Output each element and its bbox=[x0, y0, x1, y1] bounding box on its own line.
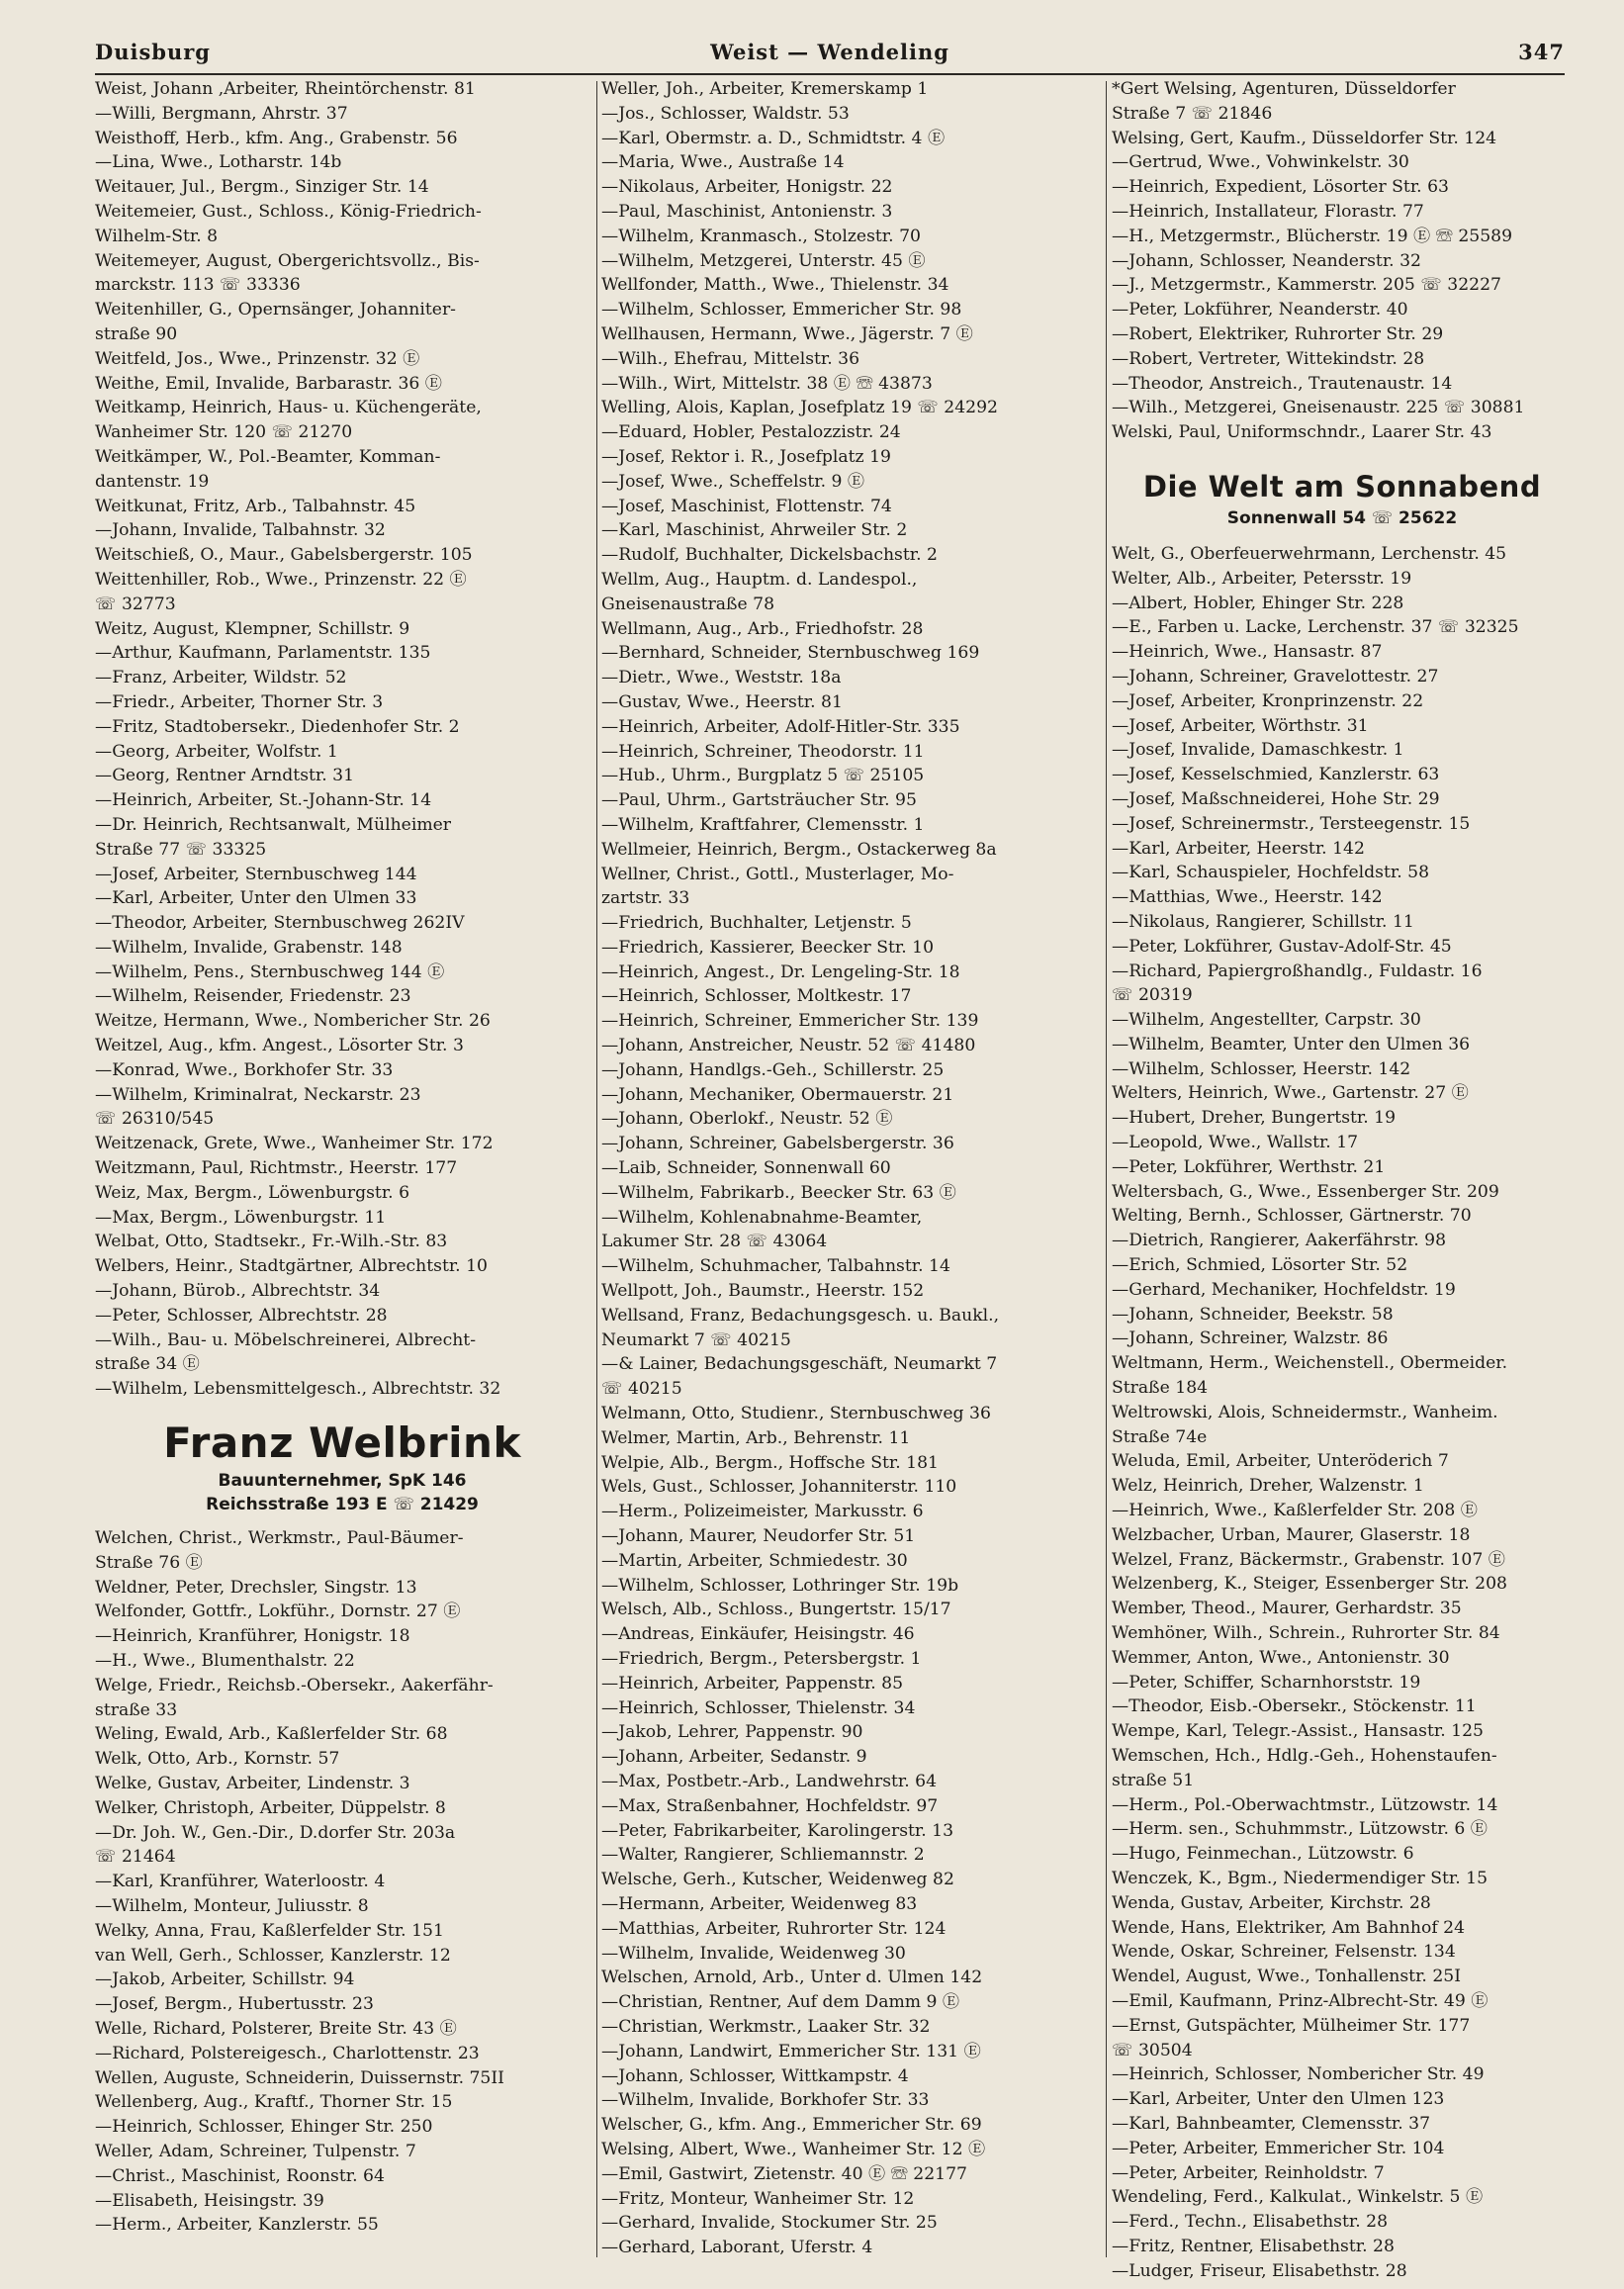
directory-entry: —Theodor, Arbeiter, Sternbuschweg 262IV bbox=[95, 913, 465, 934]
directory-entry: —Christian, Rentner, Auf dem Damm 9 Ⓔ bbox=[601, 1992, 960, 2013]
directory-entry: —Karl, Arbeiter, Heerstr. 142 bbox=[1112, 838, 1365, 859]
directory-entry: Welting, Bernh., Schlosser, Gärtnerstr. 70 bbox=[1112, 1206, 1472, 1227]
directory-entry: —Leopold, Wwe., Wallstr. 17 bbox=[1112, 1133, 1359, 1153]
directory-entry: *Gert Welsing, Agenturen, Düsseldorfer bbox=[1112, 79, 1456, 99]
directory-entry: —Heinrich, Expedient, Lösorter Str. 63 bbox=[1112, 177, 1449, 198]
directory-entry: —Wilhelm, Lebensmittelgesch., Albrechtstr. 32 bbox=[95, 1379, 501, 1400]
directory-entry: Weling, Ewald, Arb., Kaßlerfelder Str. 68 bbox=[95, 1724, 448, 1745]
directory-entry: —Gerhard, Invalide, Stockumer Str. 25 bbox=[601, 2213, 938, 2234]
directory-entry: —Johann, Oberlokf., Neustr. 52 Ⓔ bbox=[601, 1109, 893, 1130]
directory-entry: Wenczek, K., Bgm., Niedermendiger Str. 15 bbox=[1112, 1868, 1489, 1888]
directory-entry: —Matthias, Wwe., Heerstr. 142 bbox=[1112, 887, 1383, 908]
column-3 bbox=[1112, 77, 1573, 2281]
directory-entry: —Robert, Elektriker, Ruhrorter Str. 29 bbox=[1112, 323, 1444, 344]
directory-entry: —Heinrich, Angest., Dr. Lengeling-Str. 18 bbox=[601, 961, 960, 982]
directory-entry: Straße 7 ☏ 21846 bbox=[1112, 103, 1273, 124]
directory-entry: Wellen, Auguste, Schneiderin, Duissernstr. 75II bbox=[95, 2067, 504, 2088]
directory-entry: Welsing, Albert, Wwe., Wanheimer Str. 12 Ⓔ bbox=[601, 2139, 986, 2159]
directory-entry: —Wilhelm, Schlosser, Lothringer Str. 19b bbox=[601, 1575, 959, 1596]
directory-entry: —Karl, Kranführer, Waterloostr. 4 bbox=[95, 1872, 386, 1892]
directory-entry: —Wilhelm, Metzgerei, Unterstr. 45 Ⓔ bbox=[601, 250, 926, 271]
page-number: 347 bbox=[1518, 40, 1565, 64]
directory-entry: Welsche, Gerh., Kutscher, Weidenweg 82 bbox=[601, 1870, 954, 1890]
directory-entry: —& Lainer, Bedachungsgeschäft, Neumarkt 7 bbox=[601, 1354, 998, 1375]
directory-entry: Welzbacher, Urban, Maurer, Glaserstr. 18 bbox=[1112, 1524, 1471, 1545]
directory-entry: —Heinrich, Schlosser, Moltkestr. 17 bbox=[601, 986, 912, 1007]
directory-entry: —Johann, Schlosser, Neanderstr. 32 bbox=[1112, 250, 1421, 271]
directory-entry: —Karl, Arbeiter, Unter den Ulmen 123 bbox=[1112, 2089, 1445, 2110]
directory-entry: straße 33 bbox=[95, 1699, 178, 1720]
directory-entry: —Peter, Lokführer, Werthstr. 21 bbox=[1112, 1156, 1386, 1177]
directory-entry: Welsch, Alb., Schloss., Bungertstr. 15/17 bbox=[601, 1600, 951, 1620]
directory-entry: Weluda, Emil, Arbeiter, Unteröderich 7 bbox=[1112, 1451, 1449, 1472]
directory-entry: Weittenhiller, Rob., Wwe., Prinzenstr. 22 Ⓔ bbox=[95, 569, 467, 590]
directory-entry: —Karl, Maschinist, Ahrweiler Str. 2 bbox=[601, 520, 908, 541]
advertisement-welbrink bbox=[95, 1418, 589, 1516]
directory-entry: —Hugo, Feinmechan., Lützowstr. 6 bbox=[1112, 1844, 1414, 1865]
directory-entry: —Johann, Schreiner, Gravelottestr. 27 bbox=[1112, 666, 1439, 687]
directory-entry: Welz, Heinrich, Dreher, Walzenstr. 1 bbox=[1112, 1476, 1424, 1497]
directory-entry: Weitze, Hermann, Wwe., Nombericher Str. 26 bbox=[95, 1011, 491, 1032]
directory-entry: zartstr. 33 bbox=[601, 888, 690, 909]
directory-entry: —Peter, Lokführer, Gustav-Adolf-Str. 45 bbox=[1112, 936, 1452, 957]
directory-entry: —Josef, Invalide, Damaschkestr. 1 bbox=[1112, 740, 1404, 761]
directory-entry: ☏ 40215 bbox=[601, 1379, 682, 1400]
directory-entry: —Peter, Arbeiter, Reinholdstr. 7 bbox=[1112, 2162, 1385, 2183]
directory-entry: Weller, Joh., Arbeiter, Kremerskamp 1 bbox=[601, 79, 929, 99]
directory-entry: —Johann, Mechaniker, Obermauerstr. 21 bbox=[601, 1084, 954, 1105]
directory-entry: —Peter, Schiffer, Scharnhorststr. 19 bbox=[1112, 1672, 1421, 1693]
directory-entry: —Hub., Uhrm., Burgplatz 5 ☏ 25105 bbox=[601, 766, 925, 786]
directory-entry: Wellenberg, Aug., Kraftf., Thorner Str. 15 bbox=[95, 2092, 453, 2113]
directory-entry: —Johann, Schlosser, Wittkampstr. 4 bbox=[601, 2065, 909, 2086]
directory-entry: —Johann, Arbeiter, Sedanstr. 9 bbox=[601, 1747, 867, 1768]
directory-entry: —Wilhelm, Kriminalrat, Neckarstr. 23 bbox=[95, 1084, 421, 1105]
directory-entry: —Christ., Maschinist, Roonstr. 64 bbox=[95, 2165, 385, 2186]
directory-entry: —Laib, Schneider, Sonnenwall 60 bbox=[601, 1158, 891, 1179]
column-divider bbox=[596, 81, 597, 2257]
directory-entry: —Johann, Schneider, Beekstr. 58 bbox=[1112, 1304, 1394, 1325]
directory-entry: —Nikolaus, Arbeiter, Honigstr. 22 bbox=[601, 177, 893, 198]
directory-entry: —Albert, Hobler, Ehinger Str. 228 bbox=[1112, 593, 1404, 613]
directory-entry: —Jakob, Arbeiter, Schillstr. 94 bbox=[95, 1969, 355, 1990]
directory-entry: —Max, Bergm., Löwenburgstr. 11 bbox=[95, 1207, 387, 1228]
column-divider bbox=[1106, 81, 1107, 2257]
directory-entry: —Ferd., Techn., Elisabethstr. 28 bbox=[1112, 2212, 1389, 2233]
directory-entry: —Dietr., Wwe., Weststr. 18a bbox=[601, 668, 842, 688]
directory-entry: Wels, Gust., Schlosser, Johanniterstr. 110 bbox=[601, 1477, 957, 1498]
directory-entry: Welk, Otto, Arb., Kornstr. 57 bbox=[95, 1749, 340, 1770]
directory-entry: Weldner, Peter, Drechsler, Singstr. 13 bbox=[95, 1577, 417, 1598]
directory-entry: Wilhelm-Str. 8 bbox=[95, 226, 219, 246]
directory-entry: —Josef, Maßschneiderei, Hohe Str. 29 bbox=[1112, 788, 1440, 809]
directory-entry: —Wilhelm, Kraftfahrer, Clemensstr. 1 bbox=[601, 814, 925, 835]
directory-entry: Weisthoff, Herb., kfm. Ang., Grabenstr. 56 bbox=[95, 128, 458, 148]
directory-entry: ☏ 21464 bbox=[95, 1847, 176, 1868]
directory-entry: ☏ 32773 bbox=[95, 594, 176, 614]
directory-entry: —Wilhelm, Monteur, Juliusstr. 8 bbox=[95, 1895, 369, 1916]
directory-entry: Weitzenack, Grete, Wwe., Wanheimer Str. 172 bbox=[95, 1134, 494, 1154]
directory-entry: —Johann, Landwirt, Emmericher Str. 131 Ⓔ bbox=[601, 2041, 981, 2061]
directory-entry: —Wilhelm, Fabrikarb., Beecker Str. 63 Ⓔ bbox=[601, 1182, 956, 1203]
directory-entry: Welzenberg, K., Steiger, Essenberger Str. 208 bbox=[1112, 1574, 1507, 1595]
directory-entry: —J., Metzgermstr., Kammerstr. 205 ☏ 32227 bbox=[1112, 275, 1501, 296]
directory-entry: —Heinrich, Kranführer, Honigstr. 18 bbox=[95, 1626, 410, 1647]
directory-entry: —Josef, Maschinist, Flottenstr. 74 bbox=[601, 496, 892, 516]
directory-entry: —Johann, Anstreicher, Neustr. 52 ☏ 41480 bbox=[601, 1036, 976, 1056]
directory-entry: Weitkamp, Heinrich, Haus- u. Küchengeräte, bbox=[95, 398, 482, 418]
directory-entry: —Wilhelm, Invalide, Borkhofer Str. 33 bbox=[601, 2090, 930, 2111]
directory-entry: Neumarkt 7 ☏ 40215 bbox=[601, 1329, 791, 1350]
directory-entry: Welling, Alois, Kaplan, Josefplatz 19 ☏ 24292 bbox=[601, 398, 998, 418]
directory-entry: —Wilhelm, Kranmasch., Stolzestr. 70 bbox=[601, 226, 921, 246]
directory-entry: Welski, Paul, Uniformschndr., Laarer Str. 43 bbox=[1112, 422, 1492, 443]
directory-entry: —Emil, Gastwirt, Zietenstr. 40 Ⓔ ☏ 22177 bbox=[601, 2163, 967, 2184]
directory-entry: —Josef, Arbeiter, Kronprinzenstr. 22 bbox=[1112, 690, 1424, 711]
directory-entry: —E., Farben u. Lacke, Lerchenstr. 37 ☏ 32325 bbox=[1112, 617, 1519, 638]
directory-entry: Wemmer, Anton, Wwe., Antonienstr. 30 bbox=[1112, 1647, 1450, 1668]
directory-entry: Weiz, Max, Bergm., Löwenburgstr. 6 bbox=[95, 1182, 410, 1203]
directory-entry: —Josef, Arbeiter, Wörthstr. 31 bbox=[1112, 715, 1369, 736]
directory-entry: —Nikolaus, Rangierer, Schillstr. 11 bbox=[1112, 911, 1414, 932]
directory-entry: —Herm. sen., Schuhmmstr., Lützowstr. 6 Ⓔ bbox=[1112, 1819, 1488, 1840]
directory-entry: —Robert, Vertreter, Wittekindstr. 28 bbox=[1112, 348, 1425, 369]
directory-entry: —Georg, Rentner Arndtstr. 31 bbox=[95, 766, 355, 786]
directory-entry: dantenstr. 19 bbox=[95, 471, 210, 492]
directory-entry: —Friedrich, Kassierer, Beecker Str. 10 bbox=[601, 937, 935, 958]
directory-entry: —Max, Straßenbahner, Hochfeldstr. 97 bbox=[601, 1795, 939, 1816]
directory-entry: —Friedrich, Buchhalter, Letjenstr. 5 bbox=[601, 913, 912, 934]
directory-entry: —Walter, Rangierer, Schliemannstr. 2 bbox=[601, 1845, 925, 1866]
directory-entry: Weitzmann, Paul, Richtmstr., Heerstr. 177 bbox=[95, 1158, 458, 1179]
directory-entry: straße 34 Ⓔ bbox=[95, 1354, 200, 1375]
directory-entry: straße 90 bbox=[95, 323, 178, 344]
directory-entry: —Theodor, Anstreich., Trautenaustr. 14 bbox=[1112, 373, 1453, 394]
directory-entry: —Dr. Heinrich, Rechtsanwalt, Mülheimer bbox=[95, 814, 452, 835]
directory-entry: Wellner, Christ., Gottl., Musterlager, Mo- bbox=[601, 864, 954, 884]
directory-entry: Gneisenaustraße 78 bbox=[601, 594, 775, 614]
directory-entry: —Ernst, Gutspächter, Mülheimer Str. 177 bbox=[1112, 2015, 1471, 2036]
directory-entry: Wendeling, Ferd., Kalkulat., Winkelstr. 5 Ⓔ bbox=[1112, 2187, 1484, 2208]
directory-entry: Welscher, G., kfm. Ang., Emmericher Str. 69 bbox=[601, 2115, 982, 2136]
directory-entry: —Heinrich, Schlosser, Thielenstr. 34 bbox=[601, 1697, 916, 1718]
directory-entry: Welge, Friedr., Reichsb.-Obersekr., Aakerfähr- bbox=[95, 1675, 494, 1695]
directory-entry: Wemhöner, Wilh., Schrein., Ruhrorter Str. 84 bbox=[1112, 1623, 1500, 1644]
header-name-range: Weist — Wendeling bbox=[710, 40, 949, 64]
directory-entry: —Georg, Arbeiter, Wolfstr. 1 bbox=[95, 741, 338, 762]
directory-entry: —Arthur, Kaufmann, Parlamentstr. 135 bbox=[95, 643, 431, 664]
directory-entry: —Josef, Schreinermstr., Tersteegenstr. 15 bbox=[1112, 813, 1471, 834]
directory-entry: —Eduard, Hobler, Pestalozzistr. 24 bbox=[601, 422, 901, 443]
directory-entry: —Heinrich, Installateur, Florastr. 77 bbox=[1112, 201, 1424, 222]
directory-entry: —Heinrich, Schreiner, Emmericher Str. 139 bbox=[601, 1011, 979, 1032]
ad-company-name: Franz Welbrink bbox=[163, 1419, 521, 1468]
directory-entry: —Johann, Schreiner, Walzstr. 86 bbox=[1112, 1328, 1389, 1349]
directory-entry: —Dietrich, Rangierer, Aakerfährstr. 98 bbox=[1112, 1231, 1447, 1251]
directory-entry: —Karl, Bahnbeamter, Clemensstr. 37 bbox=[1112, 2113, 1431, 2134]
directory-entry: Welmer, Martin, Arb., Behrenstr. 11 bbox=[601, 1427, 911, 1448]
directory-entry: —Heinrich, Schlosser, Ehinger Str. 250 bbox=[95, 2117, 433, 2138]
directory-entry: —H., Wwe., Blumenthalstr. 22 bbox=[95, 1651, 355, 1672]
directory-entry: Welters, Heinrich, Wwe., Gartenstr. 27 Ⓔ bbox=[1112, 1083, 1469, 1104]
directory-entry: Welchen, Christ., Werkmstr., Paul-Bäumer- bbox=[95, 1528, 464, 1549]
directory-entry: Weitemeier, Gust., Schloss., König-Friedrich- bbox=[95, 201, 482, 222]
directory-entry: Weller, Adam, Schreiner, Tulpenstr. 7 bbox=[95, 2141, 416, 2161]
directory-entry: —Matthias, Arbeiter, Ruhrorter Str. 124 bbox=[601, 1918, 947, 1939]
directory-entry: Wellfonder, Matth., Wwe., Thielenstr. 34 bbox=[601, 275, 949, 296]
directory-entry: marckstr. 113 ☏ 33336 bbox=[95, 275, 301, 296]
directory-entry: Weitfeld, Jos., Wwe., Prinzenstr. 32 Ⓔ bbox=[95, 348, 420, 369]
directory-entry: —Wilh., Metzgerei, Gneisenaustr. 225 ☏ 30881 bbox=[1112, 398, 1525, 418]
directory-entry: Welter, Alb., Arbeiter, Petersstr. 19 bbox=[1112, 568, 1412, 589]
directory-entry: —Herm., Arbeiter, Kanzlerstr. 55 bbox=[95, 2215, 379, 2236]
directory-entry: Weithe, Emil, Invalide, Barbarastr. 36 Ⓔ bbox=[95, 373, 442, 394]
directory-entry: Weitenhiller, G., Opernsänger, Johanniter- bbox=[95, 300, 456, 320]
directory-entry: —Johann, Maurer, Neudorfer Str. 51 bbox=[601, 1526, 916, 1547]
directory-entry: Welfonder, Gottfr., Lokführ., Dornstr. 27 Ⓔ bbox=[95, 1602, 461, 1622]
directory-entry: —Heinrich, Wwe., Hansastr. 87 bbox=[1112, 642, 1383, 663]
directory-entry: —Gerhard, Laborant, Uferstr. 4 bbox=[601, 2238, 873, 2258]
directory-entry: Wellmann, Aug., Arb., Friedhofstr. 28 bbox=[601, 618, 924, 639]
directory-entry: Welschen, Arnold, Arb., Unter d. Ulmen 142 bbox=[601, 1968, 983, 1988]
directory-entry: ☏ 30504 bbox=[1112, 2040, 1193, 2060]
directory-entry: —Herm., Polizeimeister, Markusstr. 6 bbox=[601, 1502, 924, 1522]
directory-entry: —Wilhelm, Angestellter, Carpstr. 30 bbox=[1112, 1010, 1421, 1031]
directory-entry: —Richard, Papiergroßhandlg., Fuldastr. 16 bbox=[1112, 961, 1483, 981]
directory-entry: —Josef, Rektor i. R., Josefplatz 19 bbox=[601, 446, 891, 467]
directory-entry: Wellpott, Joh., Baumstr., Heerstr. 152 bbox=[601, 1281, 925, 1302]
directory-entry: —Johann, Invalide, Talbahnstr. 32 bbox=[95, 520, 386, 541]
directory-entry: —Johann, Bürob., Albrechtstr. 34 bbox=[95, 1281, 381, 1302]
directory-entry: —Wilhelm, Schlosser, Heerstr. 142 bbox=[1112, 1058, 1411, 1079]
directory-entry: —Wilhelm, Reisender, Friedenstr. 23 bbox=[95, 986, 411, 1007]
directory-entry: —Herm., Pol.-Oberwachtmstr., Lützowstr. 14 bbox=[1112, 1794, 1498, 1815]
directory-entry: Weitz, August, Klempner, Schillstr. 9 bbox=[95, 618, 410, 639]
column-2 bbox=[601, 77, 1096, 2263]
ad-business-line: Bauunternehmer, SpK 146 bbox=[218, 1471, 467, 1492]
directory-entry: —Wilhelm, Invalide, Grabenstr. 148 bbox=[95, 937, 403, 958]
directory-entry: —Emil, Kaufmann, Prinz-Albrecht-Str. 49 Ⓔ bbox=[1112, 1990, 1489, 2011]
directory-entry: Lakumer Str. 28 ☏ 43064 bbox=[601, 1232, 828, 1252]
directory-entry: Wellmeier, Heinrich, Bergm., Ostackerweg 8a bbox=[601, 839, 997, 860]
directory-entry: straße 51 bbox=[1112, 1770, 1195, 1790]
directory-entry: —Fritz, Monteur, Wanheimer Str. 12 bbox=[601, 2188, 915, 2209]
directory-entry: —Josef, Kesselschmied, Kanzlerstr. 63 bbox=[1112, 765, 1440, 785]
ad-publication-name: Die Welt am Sonnabend bbox=[1142, 469, 1542, 504]
directory-entry: —Friedr., Arbeiter, Thorner Str. 3 bbox=[95, 691, 384, 712]
directory-entry: —Josef, Arbeiter, Sternbuschweg 144 bbox=[95, 864, 417, 884]
directory-entry: —Peter, Schlosser, Albrechtstr. 28 bbox=[95, 1305, 388, 1326]
directory-entry: —Paul, Maschinist, Antonienstr. 3 bbox=[601, 201, 893, 222]
directory-entry: —Theodor, Eisb.-Obersekr., Stöckenstr. 11 bbox=[1112, 1696, 1477, 1717]
directory-entry: —Ludger, Friseur, Elisabethstr. 28 bbox=[1112, 2260, 1407, 2281]
directory-entry: Wendel, August, Wwe., Tonhallenstr. 25I bbox=[1112, 1967, 1461, 1987]
directory-entry: —Karl, Obermstr. a. D., Schmidtstr. 4 Ⓔ bbox=[601, 128, 946, 148]
directory-entry: —Maria, Wwe., Austraße 14 bbox=[601, 152, 845, 173]
directory-entry: —Konrad, Wwe., Borkhofer Str. 33 bbox=[95, 1059, 394, 1080]
directory-entry: Weitzel, Aug., kfm. Angest., Lösorter Str. 3 bbox=[95, 1036, 464, 1056]
page-header bbox=[95, 34, 1565, 75]
directory-entry: Weitemeyer, August, Obergerichtsvollz., Bis- bbox=[95, 250, 480, 271]
advertisement-welt-am-sonnabend bbox=[1112, 467, 1573, 530]
directory-entry: Weist, Johann ,Arbeiter, Rheintörchenstr. 81 bbox=[95, 79, 476, 99]
directory-entry: —Wilh., Wirt, Mittelstr. 38 Ⓔ ☏ 43873 bbox=[601, 373, 933, 394]
directory-entry: Welpie, Alb., Bergm., Hoffsche Str. 181 bbox=[601, 1452, 939, 1473]
directory-entry: —Dr. Joh. W., Gen.-Dir., D.dorfer Str. 203a bbox=[95, 1822, 456, 1843]
directory-entry: Welsing, Gert, Kaufm., Düsseldorfer Str. 124 bbox=[1112, 128, 1497, 148]
directory-entry: Wende, Hans, Elektriker, Am Bahnhof 24 bbox=[1112, 1917, 1466, 1938]
directory-entry: Straße 74e bbox=[1112, 1426, 1208, 1447]
directory-entry: Wellhausen, Hermann, Wwe., Jägerstr. 7 Ⓔ bbox=[601, 323, 973, 344]
directory-entry: —Gerhard, Mechaniker, Hochfeldstr. 19 bbox=[1112, 1279, 1456, 1300]
directory-entry: —Wilh., Ehefrau, Mittelstr. 36 bbox=[601, 348, 860, 369]
directory-entry: —Wilhelm, Invalide, Weidenweg 30 bbox=[601, 1943, 906, 1964]
directory-entry: —Peter, Lokführer, Neanderstr. 40 bbox=[1112, 300, 1408, 320]
directory-entry: Wellm, Aug., Hauptm. d. Landespol., bbox=[601, 569, 918, 590]
directory-entry: —Wilhelm, Pens., Sternbuschweg 144 Ⓔ bbox=[95, 961, 445, 982]
directory-entry: —Heinrich, Schreiner, Theodorstr. 11 bbox=[601, 741, 925, 762]
directory-entry: Weitauer, Jul., Bergm., Sinziger Str. 14 bbox=[95, 177, 429, 198]
directory-entry: —Fritz, Stadtobersekr., Diedenhofer Str. 2 bbox=[95, 716, 460, 737]
directory-entry: —Heinrich, Arbeiter, St.-Johann-Str. 14 bbox=[95, 790, 432, 811]
directory-entry: Weltersbach, G., Wwe., Essenberger Str. 209 bbox=[1112, 1181, 1499, 1202]
directory-entry: Wenda, Gustav, Arbeiter, Kirchstr. 28 bbox=[1112, 1892, 1431, 1913]
directory-entry: —Wilhelm, Schlosser, Emmericher Str. 98 bbox=[601, 300, 962, 320]
directory-entry: Straße 184 bbox=[1112, 1378, 1209, 1399]
directory-entry: Welmann, Otto, Studienr., Sternbuschweg 36 bbox=[601, 1404, 991, 1424]
directory-entry: Weltmann, Herm., Weichenstell., Obermeider. bbox=[1112, 1353, 1508, 1374]
directory-entry: —Lina, Wwe., Lotharstr. 14b bbox=[95, 152, 342, 173]
directory-entry: Wende, Oskar, Schreiner, Felsenstr. 134 bbox=[1112, 1942, 1456, 1963]
directory-entry: —Friedrich, Bergm., Petersbergstr. 1 bbox=[601, 1649, 922, 1669]
directory-entry: Wember, Theod., Maurer, Gerhardstr. 35 bbox=[1112, 1599, 1462, 1619]
directory-entry: Weitschieß, O., Maur., Gabelsbergerstr. 105 bbox=[95, 545, 473, 566]
directory-entry: —Wilhelm, Beamter, Unter den Ulmen 36 bbox=[1112, 1034, 1471, 1054]
directory-entry: Welzel, Franz, Bäckermstr., Grabenstr. 107 Ⓔ bbox=[1112, 1549, 1505, 1570]
column-1 bbox=[95, 77, 589, 2263]
directory-entry: ☏ 26310/545 bbox=[95, 1109, 215, 1130]
ad-address-line: Reichsstraße 193 E ☏ 21429 bbox=[206, 1495, 479, 1515]
directory-entry: —Wilhelm, Kohlenabnahme-Beamter, bbox=[601, 1207, 923, 1228]
directory-entry: —Johann, Schreiner, Gabelsbergerstr. 36 bbox=[601, 1134, 954, 1154]
directory-entry: Welker, Christoph, Arbeiter, Düppelstr. 8 bbox=[95, 1797, 446, 1818]
directory-entry: Welbers, Heinr., Stadtgärtner, Albrechtstr. 10 bbox=[95, 1256, 488, 1277]
directory-entry: Straße 76 Ⓔ bbox=[95, 1552, 203, 1573]
directory-entry: —Jos., Schlosser, Waldstr. 53 bbox=[601, 103, 850, 124]
directory-entry: Weitkämper, W., Pol.-Beamter, Komman- bbox=[95, 446, 441, 467]
directory-entry: —Bernhard, Schneider, Sternbuschweg 169 bbox=[601, 643, 980, 664]
directory-entry: —Hubert, Dreher, Bungertstr. 19 bbox=[1112, 1108, 1397, 1129]
directory-entry: —Elisabeth, Heisingstr. 39 bbox=[95, 2190, 324, 2211]
directory-entry: Welbat, Otto, Stadtsekr., Fr.-Wilh.-Str. 83 bbox=[95, 1232, 448, 1252]
directory-entry: Welt, G., Oberfeuerwehrmann, Lerchenstr. 45 bbox=[1112, 543, 1507, 564]
directory-entry: —Erich, Schmied, Lösorter Str. 52 bbox=[1112, 1255, 1408, 1276]
header-city: Duisburg bbox=[95, 40, 211, 64]
directory-entry: —Wilhelm, Schuhmacher, Talbahnstr. 14 bbox=[601, 1256, 950, 1277]
directory-entry: —Karl, Schauspieler, Hochfeldstr. 58 bbox=[1112, 863, 1430, 883]
directory-entry: Wanheimer Str. 120 ☏ 21270 bbox=[95, 422, 353, 443]
directory-entry: —Rudolf, Buchhalter, Dickelsbachstr. 2 bbox=[601, 545, 938, 566]
directory-entry: Welky, Anna, Frau, Kaßlerfelder Str. 151 bbox=[95, 1920, 444, 1941]
directory-entry: Wellsand, Franz, Bedachungsgesch. u. Baukl., bbox=[601, 1305, 1000, 1326]
ad-address-line: Sonnenwall 54 ☏ 25622 bbox=[1226, 507, 1458, 528]
directory-entry: —Richard, Polstereigesch., Charlottenstr. 23 bbox=[95, 2043, 480, 2063]
directory-entry: —Andreas, Einkäufer, Heisingstr. 46 bbox=[601, 1624, 915, 1645]
directory-entry: —Christian, Werkmstr., Laaker Str. 32 bbox=[601, 2016, 931, 2037]
directory-entry: —Jakob, Lehrer, Pappenstr. 90 bbox=[601, 1722, 863, 1743]
directory-entry: —Franz, Arbeiter, Wildstr. 52 bbox=[95, 668, 347, 688]
directory-entry: —Peter, Arbeiter, Emmericher Str. 104 bbox=[1112, 2138, 1445, 2158]
directory-entry: —Paul, Uhrm., Gartsträucher Str. 95 bbox=[601, 790, 917, 811]
directory-entry: Welle, Richard, Polsterer, Breite Str. 43 Ⓔ bbox=[95, 2018, 457, 2039]
directory-entry: ☏ 20319 bbox=[1112, 985, 1193, 1006]
directory-entry: —Hermann, Arbeiter, Weidenweg 83 bbox=[601, 1893, 918, 1914]
directory-entry: —Heinrich, Schlosser, Nombericher Str. 49 bbox=[1112, 2064, 1485, 2085]
directory-entry: —Josef, Wwe., Scheffelstr. 9 Ⓔ bbox=[601, 471, 865, 492]
directory-entry: Welke, Gustav, Arbeiter, Lindenstr. 3 bbox=[95, 1774, 410, 1793]
directory-entry: —Gertrud, Wwe., Vohwinkelstr. 30 bbox=[1112, 152, 1409, 173]
directory-entry: —Heinrich, Arbeiter, Adolf-Hitler-Str. 335 bbox=[601, 716, 960, 737]
directory-entry: —Willi, Bergmann, Ahrstr. 37 bbox=[95, 103, 348, 124]
directory-entry: —Karl, Arbeiter, Unter den Ulmen 33 bbox=[95, 888, 417, 909]
directory-entry: —Josef, Bergm., Hubertusstr. 23 bbox=[95, 1994, 374, 2015]
directory-entry: —H., Metzgermstr., Blücherstr. 19 Ⓔ ☏ 25589 bbox=[1112, 226, 1513, 246]
directory-entry: —Heinrich, Wwe., Kaßlerfelder Str. 208 Ⓔ bbox=[1112, 1501, 1478, 1521]
directory-entry: —Peter, Fabrikarbeiter, Karolingerstr. 13 bbox=[601, 1820, 954, 1841]
directory-entry: —Wilh., Bau- u. Möbelschreinerei, Albrecht- bbox=[95, 1329, 476, 1350]
directory-entry: —Max, Postbetr.-Arb., Landwehrstr. 64 bbox=[601, 1771, 938, 1791]
directory-entry: —Martin, Arbeiter, Schmiedestr. 30 bbox=[601, 1550, 908, 1571]
directory-entry: Weitkunat, Fritz, Arb., Talbahnstr. 45 bbox=[95, 496, 416, 516]
directory-entry: van Well, Gerh., Schlosser, Kanzlerstr. 12 bbox=[95, 1945, 451, 1966]
directory-entry: —Johann, Handlgs.-Geh., Schillerstr. 25 bbox=[601, 1059, 945, 1080]
directory-entry: Straße 77 ☏ 33325 bbox=[95, 839, 267, 860]
directory-entry: —Gustav, Wwe., Heerstr. 81 bbox=[601, 691, 843, 712]
directory-entry: —Heinrich, Arbeiter, Pappenstr. 85 bbox=[601, 1673, 904, 1694]
directory-entry: Weltrowski, Alois, Schneidermstr., Wanheim. bbox=[1112, 1402, 1498, 1422]
directory-entry: Wemschen, Hch., Hdlg.-Geh., Hohenstaufen- bbox=[1112, 1746, 1497, 1766]
directory-entry: —Fritz, Rentner, Elisabethstr. 28 bbox=[1112, 2236, 1395, 2256]
directory-entry: Wempe, Karl, Telegr.-Assist., Hansastr. 125 bbox=[1112, 1721, 1484, 1742]
